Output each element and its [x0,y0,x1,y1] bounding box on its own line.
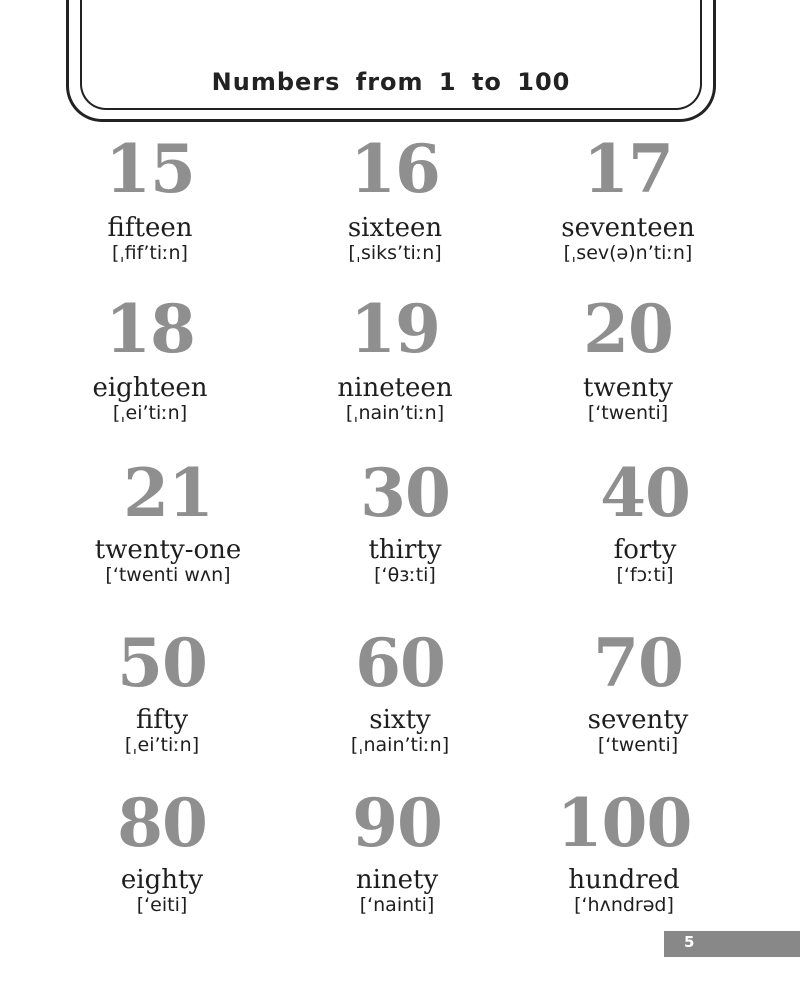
number-card-18 [40,290,260,424]
pronunciation: [ˌnain’tiːn] [350,734,450,756]
number-card-21 [58,454,278,586]
number-word: nineteen [337,373,453,403]
pronunciation: [ˌsiks’tiːn] [348,242,442,264]
numeral: 18 [105,290,195,368]
numeral: 40 [600,454,690,532]
number-card-20 [518,290,738,424]
number-card-15 [40,130,260,264]
page-number: 5 [684,933,695,951]
pronunciation: [ˌsev(ə)n’tiːn] [563,242,693,264]
pronunciation: [‘twenti wʌn] [105,564,231,586]
pronunciation: [‘twenti] [587,402,669,424]
pronunciation: [‘nainti] [359,894,435,916]
numeral: 50 [117,624,207,702]
number-word: seventeen [561,213,695,243]
number-word: twenty-one [94,535,242,565]
number-card-19 [285,290,505,424]
numeral: 70 [593,624,683,702]
number-card-40 [535,454,755,586]
page-title: Numbers from 1 to 100 [211,68,571,96]
pronunciation: [ˌei’tiːn] [124,734,200,756]
number-word: thirty [368,535,442,565]
number-card-30 [295,454,515,586]
number-word: ninety [355,865,439,895]
number-card-90 [287,784,507,916]
number-card-16 [285,130,505,264]
numeral: 60 [355,624,445,702]
numeral: 17 [583,130,673,208]
pronunciation: [‘hʌndrəd] [574,894,674,916]
pronunciation: [‘twenti] [597,734,679,756]
numeral: 19 [350,290,440,368]
number-word: sixteen [347,213,443,243]
numeral: 90 [352,784,442,862]
number-card-70 [528,624,748,756]
number-card-50 [52,624,272,756]
number-word: fifteen [107,213,193,243]
pronunciation: [ˌnain’tiːn] [345,402,445,424]
number-card-80 [52,784,272,916]
number-card-100 [514,784,734,916]
pronunciation: [‘fɔːti] [616,564,674,586]
number-word: fifty [135,705,189,735]
pronunciation: [‘θɜːti] [374,564,436,586]
numeral: 100 [556,784,692,862]
pronunciation: [ˌei’tiːn] [112,402,188,424]
number-word: eighteen [92,373,208,403]
numeral: 80 [117,784,207,862]
number-word: sixty [369,705,431,735]
numeral: 30 [360,454,450,532]
pronunciation: [‘eiti] [136,894,188,916]
number-word: eighty [120,865,204,895]
numeral: 20 [583,290,673,368]
number-card-60 [290,624,510,756]
number-word: forty [613,535,677,565]
pronunciation: [ˌfif’tiːn] [112,242,188,264]
numeral: 15 [105,130,195,208]
number-word: hundred [568,865,680,895]
number-word: twenty [583,373,673,403]
numeral: 21 [123,454,213,532]
number-card-17 [518,130,738,264]
numeral: 16 [350,130,440,208]
number-word: seventy [587,705,689,735]
